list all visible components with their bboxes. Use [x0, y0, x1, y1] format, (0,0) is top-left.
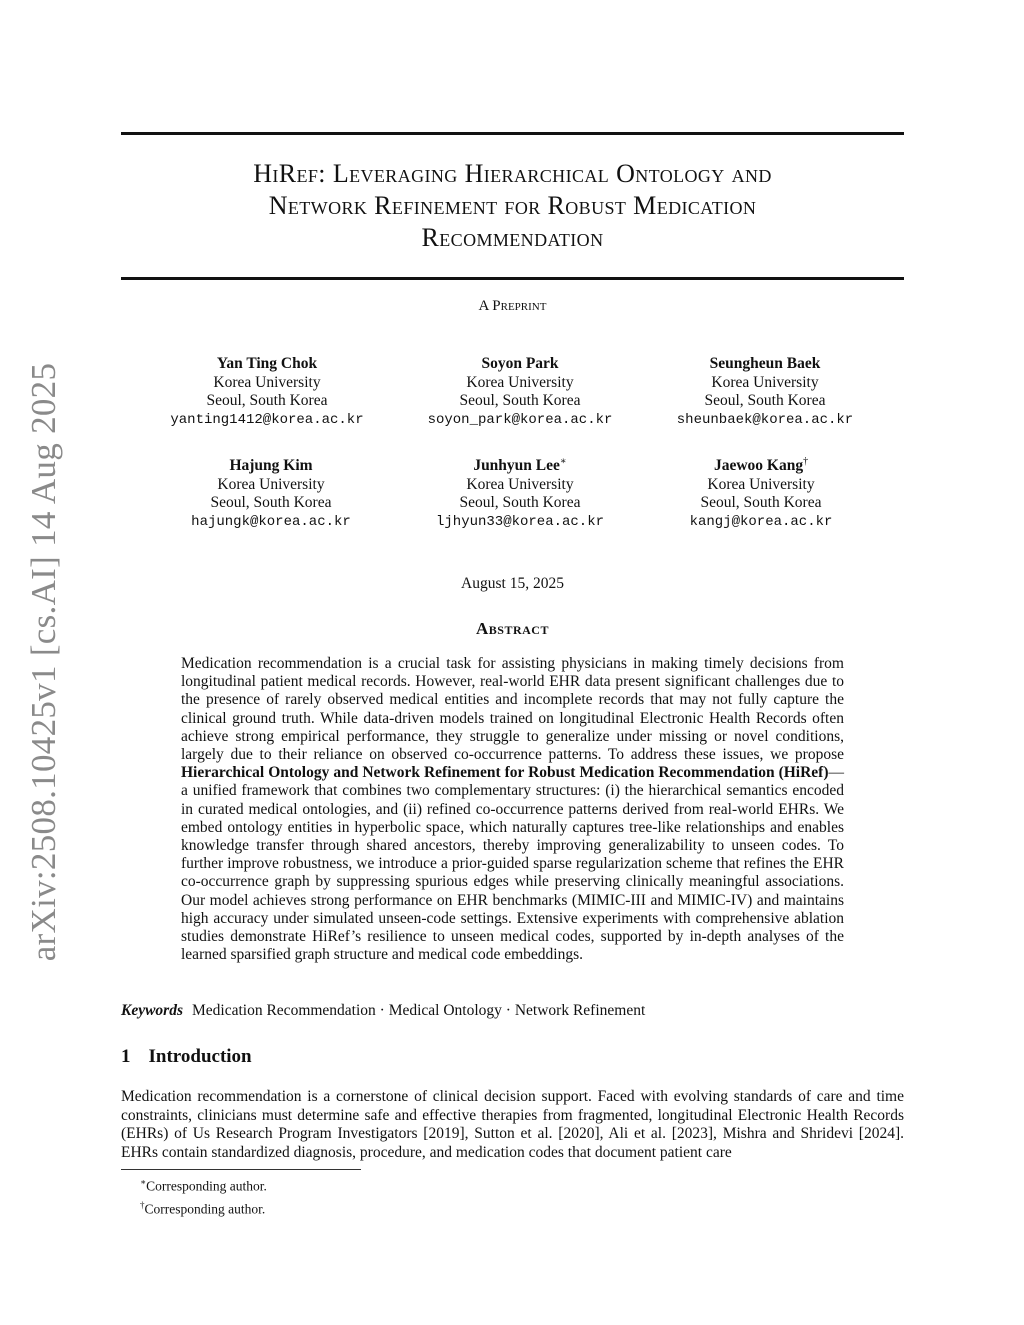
author-affiliation: Korea University [707, 475, 815, 493]
abstract-text: —a unified framework that combines two complementary structures: (i) the hierarchical semantics encoded in curated medical ontologies, and (ii) refined co-occurrence patterns derived from real-world EHRs. We embed ontology entities in hyperbolic space, which naturally captures tree-like relationships and enables knowledge transfer through shared ancestors, thereby improving generalizability to unseen codes. To further improve robustness, we introduce a prior-guided sparse regularization scheme that refines the EHR co-occurrence graph by suppressing spurious edges while preserving clinically meaningful associations. Our model achieves strong performance on EHR benchmarks (MIMIC-III and MIMIC-IV) and maintains high accuracy under simulated unseen-code settings. Extensive experiments with comprehensive ablation studies demonstrate HiRef’s resilience to unseen medical codes, supported by in-depth analyses of the learned sparsified graph structure and medical code embeddings. [181, 764, 844, 964]
title-line: HiRef: Leveraging Hierarchical Ontology and [253, 159, 772, 188]
section-heading [121, 1046, 252, 1068]
preprint-label: A Preprint [478, 298, 547, 314]
author-email[interactable]: ljhyun33@korea.ac.kr [435, 513, 605, 530]
abstract-bold-text: Hierarchical Ontology and Network Refinement for Robust Medication Recommendation (HiRef) [181, 764, 829, 782]
footnotes [140, 1173, 267, 1219]
author-name: Junhyun Lee∗ [473, 456, 567, 475]
footnote: ∗Corresponding author. [140, 1177, 267, 1194]
author-location: Seoul, South Korea [206, 392, 328, 410]
abstract-heading: Abstract [476, 619, 549, 638]
author-location: Seoul, South Korea [700, 494, 822, 512]
title-top-rule [121, 132, 904, 135]
author-name: Soyon Park [481, 355, 559, 373]
section-number: 1 [121, 1046, 131, 1067]
author-name: Jaewoo Kang† [713, 456, 809, 475]
section-title: Introduction [148, 1046, 252, 1067]
author-affiliation: Korea University [466, 373, 574, 391]
author-email[interactable]: soyon_park@korea.ac.kr [427, 411, 613, 428]
author-name: Yan Ting Chok [216, 355, 318, 373]
paper-title [121, 158, 904, 254]
author-affiliation: Korea University [711, 373, 819, 391]
keywords-label: Keywords [121, 1002, 183, 1019]
abstract-body [181, 655, 844, 964]
author-block [141, 453, 401, 531]
keywords-text: Medication Recommendation · Medical Ontology · Network Refinement [192, 1002, 646, 1019]
author-name: Seungheun Baek [709, 355, 821, 373]
author-block [390, 351, 650, 429]
footnote: †Corresponding author. [140, 1200, 266, 1217]
author-location: Seoul, South Korea [459, 392, 581, 410]
author-email[interactable]: kangj@korea.ac.kr [689, 513, 833, 530]
title-line: Network Refinement for Robust Medication [268, 191, 757, 220]
introduction-paragraph: Medication recommendation is a cornerstone of clinical decision support. Faced with evolving standards of care and time constraints, clinicians must determine safe and effective therapies from fragmented, longitudinal Electronic Health Records (EHRs) of Us Research Program Investigators [2019], Sutton et al. [2020], Ali et al. [2023], Mishra and Shridevi [2024]. EHRs contain standardized diagnosis, procedure, and medication codes that document patient care [121, 1088, 904, 1161]
author-email[interactable]: hajungk@korea.ac.kr [191, 513, 351, 530]
author-email[interactable]: sheunbaek@korea.ac.kr [676, 411, 854, 428]
publication-date: August 15, 2025 [461, 575, 564, 592]
title-line: Recommendation [421, 223, 604, 252]
author-affiliation: Korea University [466, 475, 574, 493]
author-affiliation: Korea University [213, 373, 321, 391]
author-location: Seoul, South Korea [210, 494, 332, 512]
arxiv-identifier: arXiv:2508.10425v1 [cs.AI] 14 Aug 2025 [24, 362, 63, 962]
author-block [390, 453, 650, 531]
author-name: Hajung Kim [229, 457, 313, 475]
title-bottom-rule [121, 277, 904, 280]
footnote-rule [121, 1169, 361, 1170]
author-block [635, 351, 895, 429]
author-location: Seoul, South Korea [459, 494, 581, 512]
author-email[interactable]: yanting1412@korea.ac.kr [170, 411, 364, 428]
author-block [631, 453, 891, 531]
keywords-line [121, 1002, 904, 1020]
abstract-text: Medication recommendation is a crucial task for assisting physicians in making timely decisions from longitudinal patient medical records. However, real-world EHR data present significant challenges due to the presence of rarely observed medical entities and incomplete records that may not fully capture the clinical ground truth. While data-driven models trained on longitudinal Electronic Health Records often achieve strong empirical performance, they struggle to generalize under missing or novel conditions, largely due to their reliance on observed co-occurrence patterns. To address these issues, we propose [181, 655, 844, 764]
author-location: Seoul, South Korea [704, 392, 826, 410]
author-affiliation: Korea University [217, 475, 325, 493]
author-block [137, 351, 397, 429]
